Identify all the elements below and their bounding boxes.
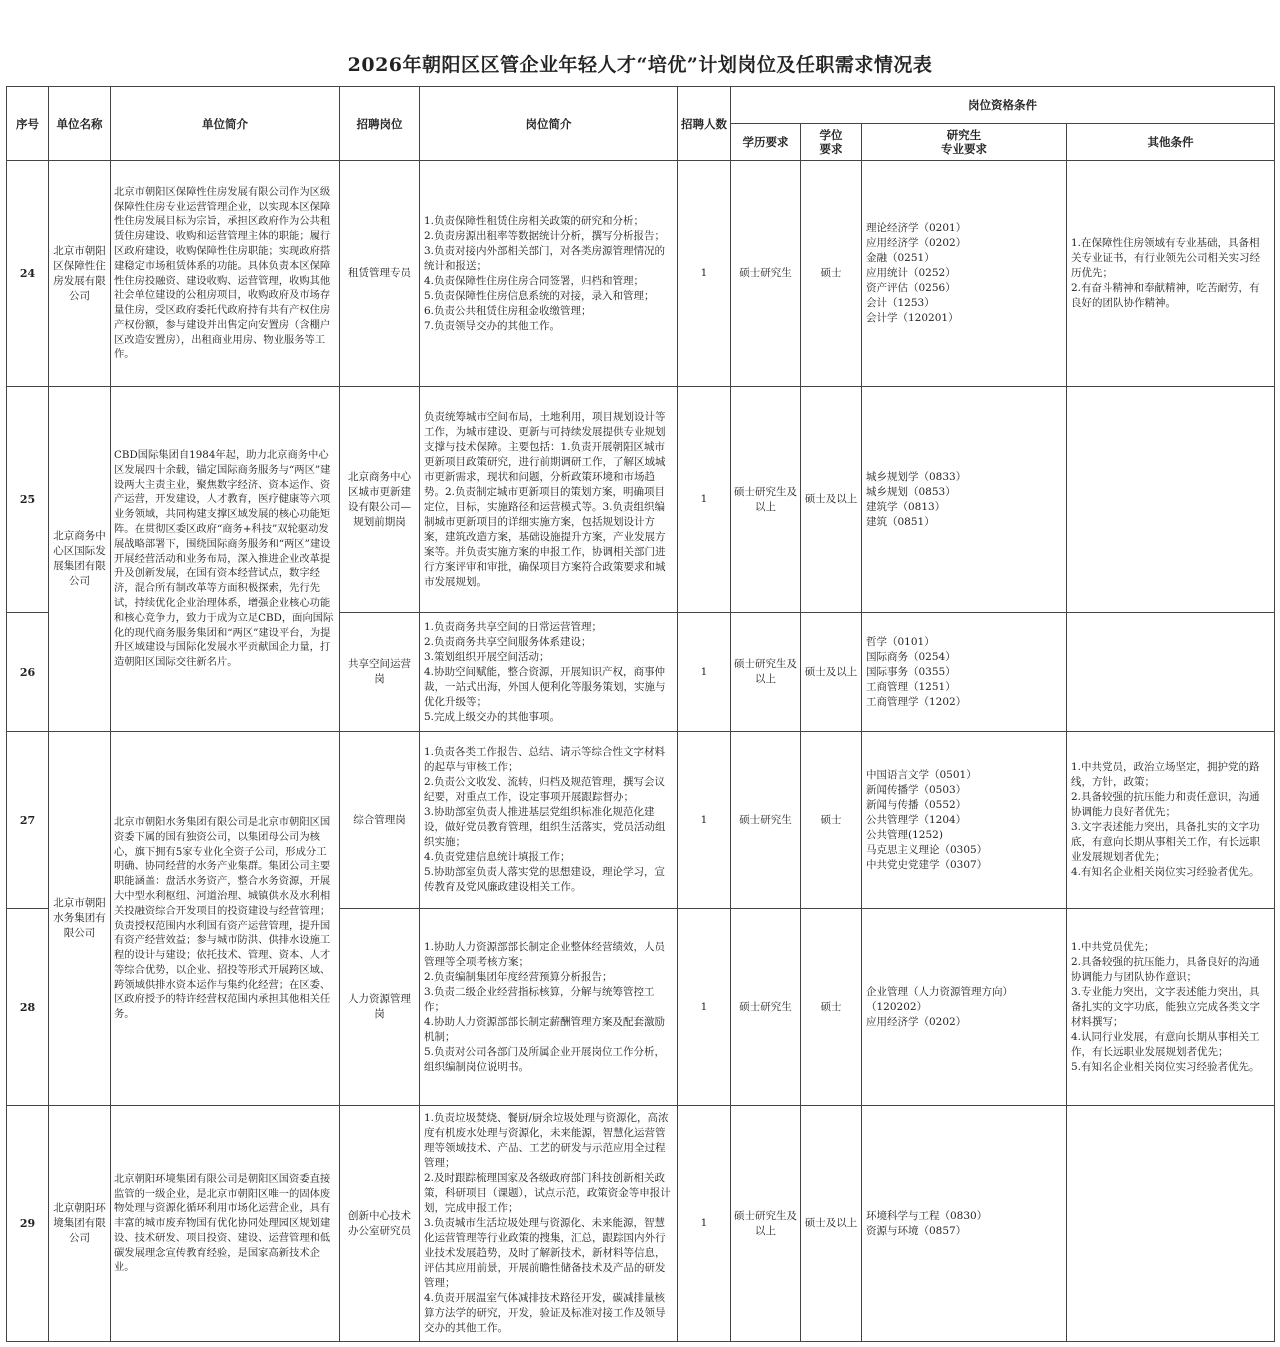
hire-count: 1 bbox=[678, 909, 731, 1106]
other-line: 3.专业能力突出，文字表述能力突出，具备扎实的文字功底，能独立完成各类文字材料撰写； bbox=[1071, 985, 1260, 1028]
duty-line: 2.负责公文收发、流转，归档及规范管理，撰写会议纪要，对重点工作，设定事项开展跟踪督办； bbox=[424, 776, 666, 803]
duty-line: 2.及时跟踪梳理国家及各级政府部门科技创新相关政策，科研项目（课题），试点示范，政策资金等申报计划，完成申报工作； bbox=[424, 1172, 671, 1214]
major-line: 新闻传播学（0503） bbox=[866, 783, 967, 796]
unit-intro: 北京市朝阳区保障性住房发展有限公司作为区级保障性住房专业运营管理企业，以实现本区保障性住房发展目标为宗旨，承担区政府作为公共租赁住房建设、收购和运营管理主体的职能；履行区政府建设，收购保障性住房职能；实现政府搭建稳定市场租赁体系的功能。具体负责本区保障性住房投融资、建设收购、运营管理，收购其他社会单位建设的公租房项目，收购政府及市场存量住房，受区政府委托代政府持有共有产权住房产权份额，参与建设并出售定向安置房（含棚户区改造安置房），出租商业用房、物业服务等工作。 bbox=[111, 161, 340, 387]
row-seq: 26 bbox=[7, 613, 49, 732]
major-line: 会计学（120201） bbox=[866, 312, 959, 324]
major-line: 公共管理学（1204） bbox=[866, 813, 967, 826]
position-name: 共享空间运营岗 bbox=[340, 613, 420, 732]
duty-line: 2.负责编制集团年度经营预算分析报告； bbox=[424, 970, 613, 983]
header-education: 学历要求 bbox=[731, 124, 801, 161]
other-line: 2.具备较强的抗压能力，具备良好的沟通协调能力与团队协作意识； bbox=[1071, 955, 1260, 983]
other-req bbox=[1067, 387, 1275, 613]
header-other: 其他条件 bbox=[1067, 124, 1275, 161]
other-req bbox=[1067, 161, 1275, 387]
header-seq: 序号 bbox=[7, 87, 49, 161]
other-line: 1.在保障性住房领域有专业基础，具备相关专业证书，有行业领先公司相关实习经历优先； bbox=[1071, 237, 1260, 279]
duty-line: 4.协助人力资源部部长制定薪酬管理方案及配套激励机制； bbox=[424, 1015, 666, 1043]
hire-count: 1 bbox=[678, 1106, 731, 1342]
other-line: 5.有知名企业相关岗位实习经验者优先。 bbox=[1071, 1060, 1260, 1073]
position-name: 综合管理岗 bbox=[340, 732, 420, 909]
position-name: 北京商务中心区城市更新建设有限公司—规划前期岗 bbox=[340, 387, 420, 613]
major-line: 应用经济学（0202） bbox=[866, 1015, 967, 1028]
duty-line: 2.负责房源出租率等数据统计分析，撰写分析报告； bbox=[424, 229, 666, 242]
education-req: 硕士研究生 bbox=[731, 732, 801, 909]
hire-count: 1 bbox=[678, 161, 731, 387]
major-line: 马克思主义理论（0305） bbox=[866, 843, 988, 856]
duty-line: 4.负责开展温室气体减排技术路径开发，碳减排量核算方法学的研究，开发，验证及标准对接工作及领导交办的其他工作。 bbox=[424, 1292, 666, 1334]
major-req bbox=[862, 161, 1067, 387]
major-line: 应用经济学（0202） bbox=[866, 237, 967, 249]
major-req bbox=[862, 613, 1067, 732]
other-line: 2.有奋斗精神和奉献精神，吃苦耐劳，有良好的团队协作精神。 bbox=[1071, 282, 1260, 309]
degree-req: 硕士 bbox=[801, 909, 862, 1106]
hire-count: 1 bbox=[678, 613, 731, 732]
duty-line: 3.协助部室负责人推进基层党组织标准化规范化建设，做好党员教育管理，组织生活落实，党员活动组织实施； bbox=[424, 806, 666, 848]
row-seq: 28 bbox=[7, 909, 49, 1106]
position-duties bbox=[420, 732, 678, 909]
duty-line: 3.负责二级企业经营指标核算，分解与统筹管控工作； bbox=[424, 985, 655, 1013]
unit-intro: 北京朝阳环境集团有限公司是朝阳区国资委直接监管的一级企业，是北京市朝阳区唯一的固体废物处理与资源化循环利用市场化运营企业，具有丰富的城市废弃物国有优化协同处理园区规划建设、技术研发、项目投资、建设、运营管理和低碳发展理念宣传教育经验，是国家高新技术企业。 bbox=[111, 1106, 340, 1342]
major-req bbox=[862, 909, 1067, 1106]
position-name: 人力资源管理岗 bbox=[340, 909, 420, 1106]
header-position-intro: 岗位简介 bbox=[420, 87, 678, 161]
duty-line: 3.负责对接内外部相关部门，对各类房源管理情况的统计和报送； bbox=[424, 244, 666, 272]
duty-line: 1.协助人力资源部部长制定企业整体经营绩效，人员管理等全项考核方案； bbox=[424, 940, 666, 968]
table-row bbox=[7, 161, 1275, 387]
education-req: 硕士研究生 bbox=[731, 909, 801, 1106]
position-duties bbox=[420, 909, 678, 1106]
duty-line: 4.协助空间赋能，整合资源，开展知识产权，商事仲裁，一站式出海，外国人便利化等服务策划，实施与优化升级等； bbox=[424, 665, 666, 708]
duty-line: 5.完成上级交办的其他事项。 bbox=[424, 710, 561, 723]
other-req bbox=[1067, 613, 1275, 732]
major-line: 城乡规划（0853） bbox=[866, 485, 956, 498]
duty-line: 4.负责保障性住房住房合同签署，归档和管理； bbox=[424, 274, 645, 287]
row-seq: 25 bbox=[7, 387, 49, 613]
duty-line: 5.协助部室负责人落实党的思想建设，理论学习，宣传教育及党风廉政建设相关工作。 bbox=[424, 866, 666, 893]
row-seq: 24 bbox=[7, 161, 49, 387]
header-position: 招聘岗位 bbox=[340, 87, 420, 161]
table-row bbox=[7, 1106, 1275, 1342]
major-line: 国际事务（0355） bbox=[866, 665, 956, 678]
degree-req: 硕士及以上 bbox=[801, 1106, 862, 1342]
duty-line: 5.负责保障性住房信息系统的对接，录入和管理； bbox=[424, 289, 655, 302]
major-line: 建筑学（0813） bbox=[866, 500, 946, 513]
duty-line: 1.负责保障性租赁住房相关政策的研究和分析； bbox=[424, 214, 645, 227]
row-seq: 27 bbox=[7, 732, 49, 909]
table-row bbox=[7, 732, 1275, 909]
degree-req: 硕士 bbox=[801, 732, 862, 909]
major-line: 资源与环境（0857） bbox=[866, 1224, 967, 1237]
major-line: 建筑（0851） bbox=[866, 515, 935, 528]
other-line: 3.文字表述能力突出，具备扎实的文字功底，有意向长期从事相关工作，有长远职业发展规划者优先； bbox=[1071, 821, 1260, 863]
row-seq: 29 bbox=[7, 1106, 49, 1342]
page-title: 2026年朝阳区区管企业年轻人才“培优”计划岗位及任职需求情况表 bbox=[347, 54, 933, 76]
major-line: 会计（1253） bbox=[866, 297, 935, 309]
position-duties bbox=[420, 387, 678, 613]
table-row bbox=[7, 387, 1275, 613]
major-line: 中共党史党建学（0307） bbox=[866, 858, 988, 871]
major-req bbox=[862, 387, 1067, 613]
hire-count: 1 bbox=[678, 387, 731, 613]
unit-name: 北京市朝阳区保障性住房发展有限公司 bbox=[49, 161, 111, 387]
duty-line: 1.负责垃圾焚烧、餐厨/厨余垃圾处理与资源化，高浓度有机废水处理与资源化，未来能源，智慧化运营管理等领域技术、产品、工艺的研发与示范应用全过程管理； bbox=[424, 1112, 669, 1169]
major-line: 公共管理(1252) bbox=[866, 828, 943, 841]
hire-count: 1 bbox=[678, 732, 731, 909]
unit-name: 北京朝阳环境集团有限公司 bbox=[49, 1106, 111, 1342]
duty-line: 1.负责各类工作报告、总结、请示等综合性文字材料的起草与审核工作； bbox=[424, 746, 666, 773]
unit-name: 北京市朝阳水务集团有限公司 bbox=[49, 732, 111, 1106]
major-line: 企业管理（人力资源管理方向） bbox=[866, 985, 1013, 998]
major-line: 工商管理学（1202） bbox=[866, 695, 967, 708]
other-req bbox=[1067, 1106, 1275, 1342]
unit-intro: 北京市朝阳水务集团有限公司是北京市朝阳区国资委下属的国有独资公司，以集团母公司为核心，旗下拥有5家专业化全资子公司，形成分工明确、协同经营的水务产业集群。集团公司主要职能涵盖：盘活水务资产，整合水务资源，开展大中型水利枢纽、河道治理、城镇供水及水利相关投融资综合开发项目的投资建设与经营管理；负责授权范围内水利国有资产运营管理，提升国有资产经营效益；参与城市防洪、供排水设施工程的设计与建设；依托技术、管理、资本、人才等综合优势，以企业、招投等形式开展跨区域、跨领域供排水资本运作与集约化经营；在区委、区政府授予的特许经营权范围内承担其他相关任务。 bbox=[111, 732, 340, 1106]
major-line: 中国语言文学（0501） bbox=[866, 768, 977, 781]
duty-line: 5.负责对公司各部门及所属企业开展岗位工作分析，组织编制岗位说明书。 bbox=[424, 1045, 666, 1073]
header-unit-intro: 单位简介 bbox=[111, 87, 340, 161]
major-line: 环境科学与工程（0830） bbox=[866, 1209, 988, 1222]
header-unit-name: 单位名称 bbox=[49, 87, 111, 161]
major-line: 新闻与传播（0552） bbox=[866, 798, 967, 811]
duty-line: 3.负责城市生活垃圾处理与资源化、未来能源，智慧化运营管理等行业政策的搜集，汇总，跟踪国内外行业技术发展趋势，及时了解新技术，新材料等信息，评估其应用前景，开展前瞻性储备技术及产品的研发管理； bbox=[424, 1217, 666, 1289]
duty-line: 7.负责领导交办的其他工作。 bbox=[424, 319, 561, 332]
header-major: 研究生 专业要求 bbox=[862, 124, 1067, 161]
unit-name: 北京商务中心区国际发展集团有限公司 bbox=[49, 387, 111, 732]
other-line: 4.有知名企业相关岗位实习经验者优先。 bbox=[1071, 866, 1260, 878]
duty-line: 6.负责公共租赁住房租金收缴管理； bbox=[424, 304, 592, 317]
education-req: 硕士研究生 bbox=[731, 161, 801, 387]
unit-intro: CBD国际集团自1984年起，助力北京商务中心区发展四十余载，锚定国际商务服务与“两区”建设两大主责主业，聚焦数字经济、资本运作、资产运营，开发建设，人才教育，医疗健康等六项业务领域，共同构建支撑区域发展的核心功能矩阵。在贯彻区委区政府“商务+科技”双轮驱动发展战略部署下，围绕国际商务服务和“两区”建设开展经营活动和业务布局，深入推进企业改革提升及创新发展，在国有资本经营试点，数字经济，混合所有制改革等方面积极探索，先行先试，持续优化企业治理体系，增强企业核心功能和核心竞争力，致力于成为立足CBD，面向国际化的现代商务服务集团和“两区”建设平台，为提升区域建设与国际化发展水平贡献国企力量，打造朝阳区国际交往新名片。 bbox=[111, 387, 340, 732]
major-line: 金融（0251） bbox=[866, 252, 935, 264]
other-line: 2.具备较强的抗压能力和责任意识，沟通协调能力良好者优先； bbox=[1071, 791, 1260, 818]
other-line: 4.认同行业发展，有意向长期从事相关工作，有长远职业发展规划者优先； bbox=[1071, 1030, 1260, 1058]
degree-req: 硕士 bbox=[801, 161, 862, 387]
education-req: 硕士研究生及以上 bbox=[731, 613, 801, 732]
header-count: 招聘人数 bbox=[678, 87, 731, 161]
other-req bbox=[1067, 732, 1275, 909]
education-req: 硕士研究生及以上 bbox=[731, 1106, 801, 1342]
duty-line: 3.策划组织开展空间活动； bbox=[424, 650, 550, 663]
position-name: 租赁管理专员 bbox=[340, 161, 420, 387]
recruitment-table bbox=[6, 86, 1275, 1342]
education-req: 硕士研究生及以上 bbox=[731, 387, 801, 613]
major-line: 工商管理（1251） bbox=[866, 680, 956, 693]
duty-line: 2.负责商务共享空间服务体系建设； bbox=[424, 635, 592, 648]
position-name: 创新中心技术办公室研究员 bbox=[340, 1106, 420, 1342]
other-req bbox=[1067, 909, 1275, 1106]
duty-line: 1.负责商务共享空间的日常运营管理； bbox=[424, 620, 603, 633]
major-req bbox=[862, 1106, 1067, 1342]
major-line: 理论经济学（0201） bbox=[866, 222, 967, 234]
degree-req: 硕士及以上 bbox=[801, 613, 862, 732]
other-line: 1.中共党员优先； bbox=[1071, 940, 1155, 953]
major-line: 应用统计（0252） bbox=[866, 267, 956, 279]
major-line: 资产评估（0256） bbox=[866, 282, 956, 294]
position-duties bbox=[420, 161, 678, 387]
major-line: 国际商务（0254） bbox=[866, 650, 956, 663]
header-qualifications: 岗位资格条件 bbox=[731, 87, 1275, 124]
position-duties bbox=[420, 1106, 678, 1342]
major-line: 哲学（0101） bbox=[866, 635, 935, 648]
major-line: （120202） bbox=[866, 1000, 928, 1013]
major-line: 城乡规划学（0833） bbox=[866, 470, 967, 483]
degree-req: 硕士及以上 bbox=[801, 387, 862, 613]
other-line: 1.中共党员，政治立场坚定，拥护党的路线，方针，政策； bbox=[1071, 761, 1260, 788]
position-duties bbox=[420, 613, 678, 732]
duty-line: 4.负责党建信息统计填报工作； bbox=[424, 851, 571, 863]
duty-line: 负责统筹城市空间布局，土地利用，项目规划设计等工作，为城市建设、更新与可持续发展提供专业规划支撑与技术保障。主要包括：1.负责开展朝阳区城市更新项目政策研究，进行前期调研工作，了解区域城市更新需求，现状和问题，分析政策环境和市场趋势。2.负责制定城市更新项目的策划方案，明确项目定位，目标，实施路径和运营模式等。3.负责组织编制城市更新项目的详细实施方案，包括规划设计方案，建筑改造方案，基础设施提升方案，产业发展方案等。并负责实施方案的申报工作，协调相关部门进行方案评审和审批，确保项目方案符合政策要求和城市发展规划。 bbox=[424, 410, 666, 588]
major-req bbox=[862, 732, 1067, 909]
header-degree: 学位 要求 bbox=[801, 124, 862, 161]
